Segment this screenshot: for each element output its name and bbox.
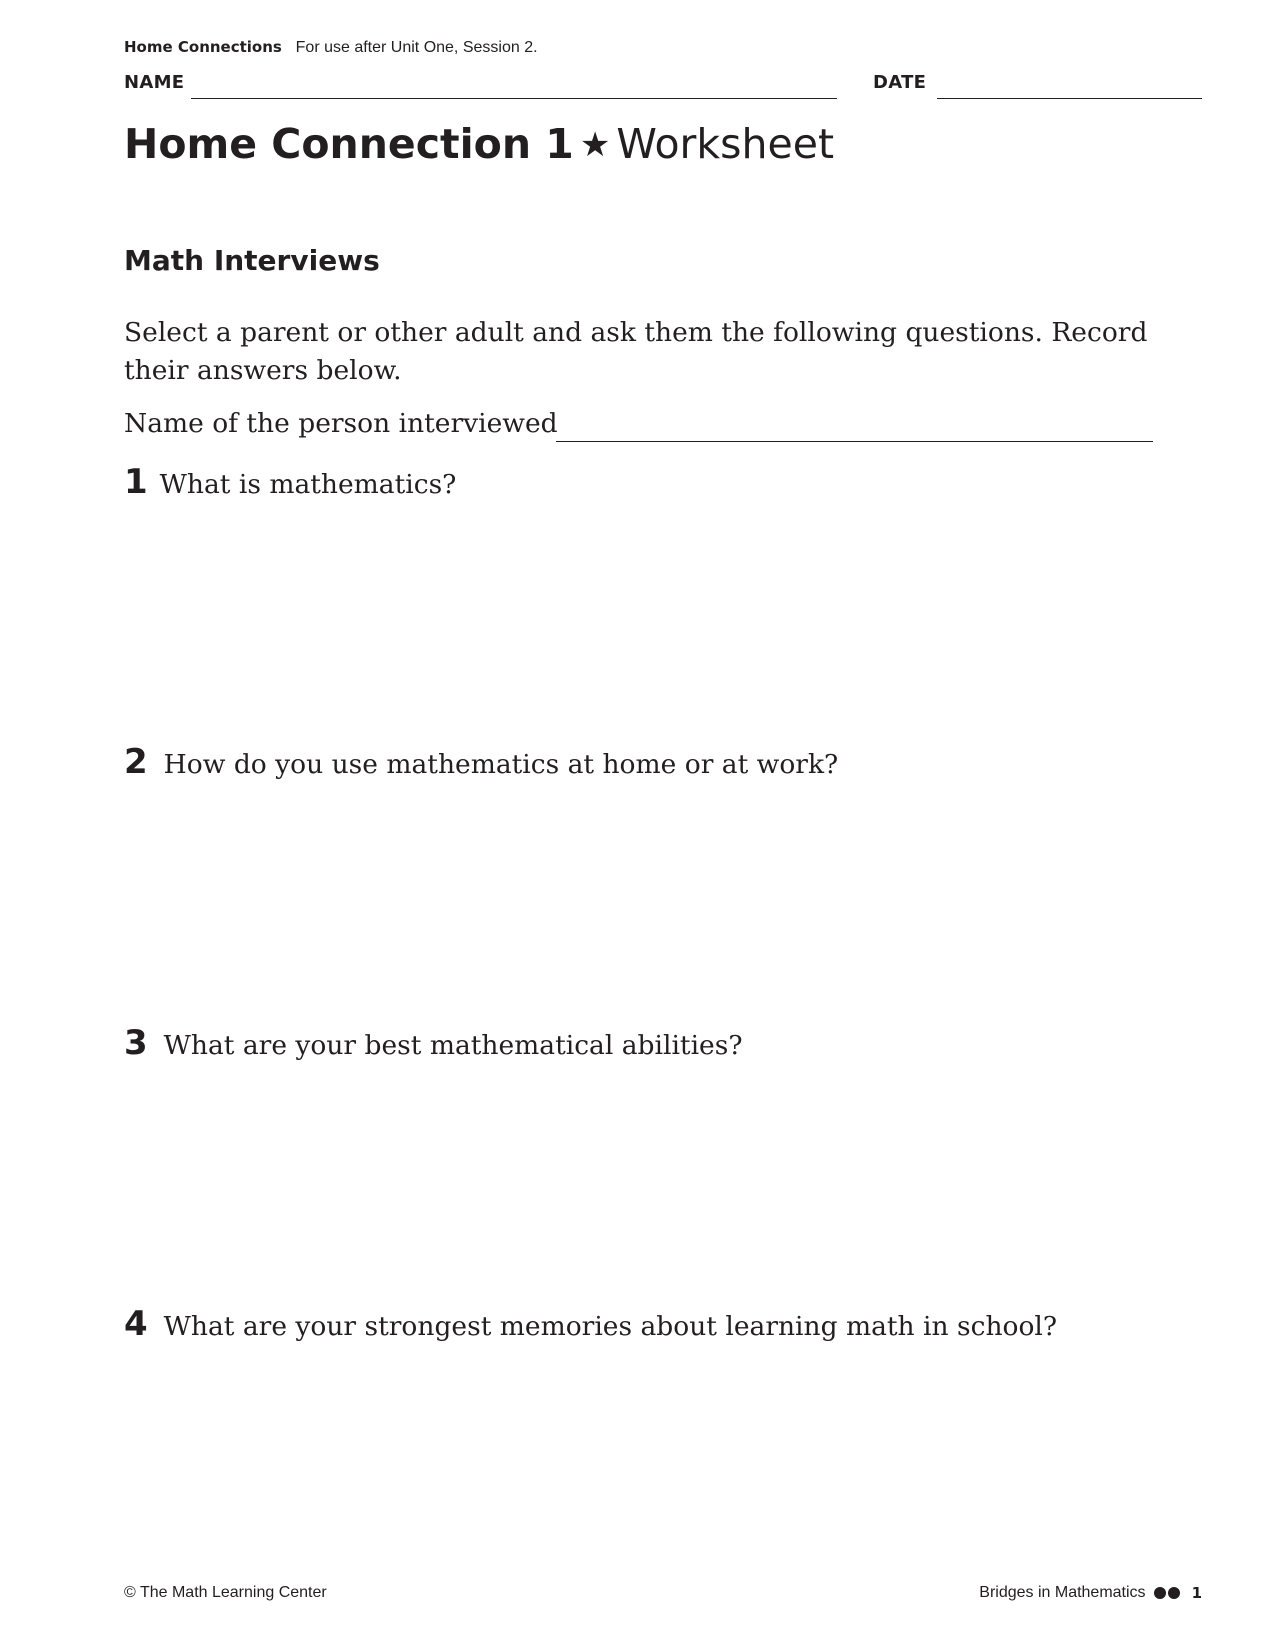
question-text: What is mathematics? bbox=[159, 469, 457, 500]
footer-copyright: © The Math Learning Center bbox=[124, 1584, 327, 1601]
title-main: Home Connection 1 bbox=[124, 120, 574, 168]
interviewee-field-line[interactable] bbox=[556, 441, 1153, 442]
header-line bbox=[124, 38, 538, 57]
question-number: 2 bbox=[124, 742, 148, 782]
header-note: For use after Unit One, Session 2. bbox=[295, 39, 538, 56]
title-sub: Worksheet bbox=[616, 120, 835, 168]
header-series: Home Connections bbox=[124, 38, 282, 56]
section-heading: Math Interviews bbox=[124, 244, 380, 277]
question-number: 1 bbox=[124, 462, 148, 502]
date-label: DATE bbox=[873, 72, 927, 93]
instructions-text: Select a parent or other adult and ask them the following questions. Record their answers below. bbox=[124, 317, 1148, 386]
page-number: 1 bbox=[1191, 1584, 1202, 1602]
question-2 bbox=[124, 742, 838, 782]
question-1 bbox=[124, 462, 456, 502]
grade-dots-icon bbox=[1154, 1587, 1182, 1599]
question-number: 3 bbox=[124, 1023, 148, 1063]
star-icon: ★ bbox=[579, 125, 611, 165]
date-field-line[interactable] bbox=[937, 98, 1202, 99]
page-title bbox=[124, 120, 834, 168]
interviewee-label: Name of the person interviewed bbox=[124, 408, 558, 439]
question-4 bbox=[124, 1304, 1057, 1344]
question-3 bbox=[124, 1023, 743, 1063]
footer-product bbox=[979, 1584, 1202, 1602]
question-text: What are your best mathematical abilities? bbox=[163, 1030, 743, 1061]
footer-product-name: Bridges in Mathematics bbox=[979, 1584, 1146, 1601]
question-text: What are your strongest memories about learning math in school? bbox=[163, 1311, 1058, 1342]
question-number: 4 bbox=[124, 1304, 148, 1344]
name-field-line[interactable] bbox=[191, 98, 837, 99]
name-label: NAME bbox=[124, 72, 185, 93]
question-text: How do you use mathematics at home or at work? bbox=[163, 749, 839, 780]
